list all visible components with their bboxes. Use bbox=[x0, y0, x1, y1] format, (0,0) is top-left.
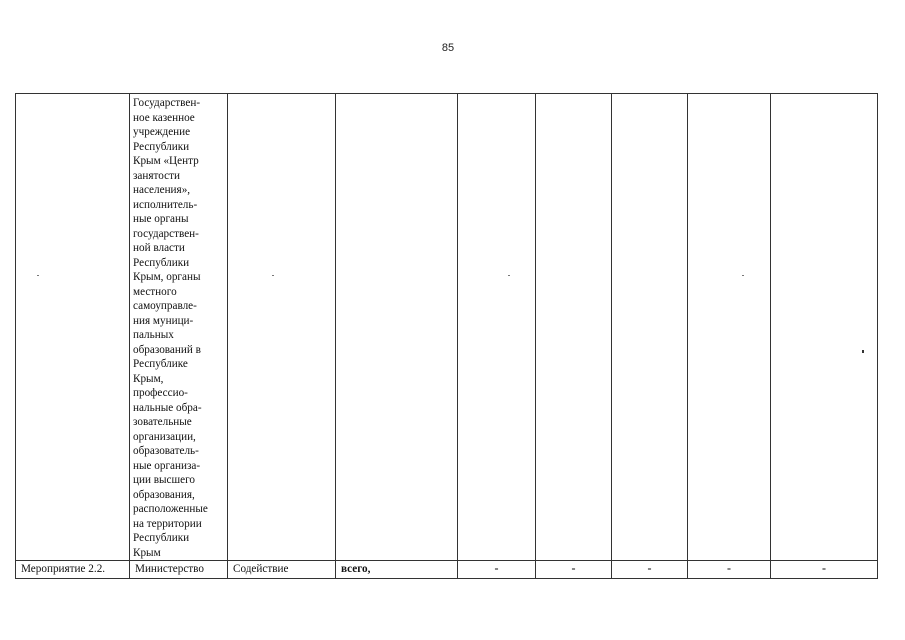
page-number: 85 bbox=[441, 42, 455, 54]
event-description-cell bbox=[228, 561, 336, 579]
table-row bbox=[16, 561, 878, 579]
value-dash: - bbox=[727, 561, 731, 575]
value-dash: - bbox=[822, 561, 826, 575]
responsible-executor-cell bbox=[130, 94, 228, 561]
table-row bbox=[16, 94, 878, 561]
value-cell bbox=[771, 561, 878, 579]
value-dash: - bbox=[571, 561, 576, 575]
value-cell bbox=[458, 94, 536, 561]
value-cell bbox=[536, 94, 612, 561]
event-name: Мероприятие 2.2. bbox=[21, 563, 106, 575]
event-name-cell bbox=[16, 94, 130, 561]
value-dash: - bbox=[494, 561, 499, 575]
value-cell bbox=[771, 94, 878, 561]
value-cell bbox=[458, 561, 536, 579]
value-cell bbox=[688, 94, 771, 561]
scan-speck bbox=[742, 275, 744, 276]
scan-speck bbox=[508, 275, 510, 276]
scan-speck bbox=[37, 275, 39, 276]
value-dash: - bbox=[647, 561, 652, 575]
event-description: Содействие bbox=[233, 563, 289, 575]
funding-source-cell bbox=[336, 561, 458, 579]
funding-source: всего, bbox=[341, 563, 371, 575]
scan-speck bbox=[272, 275, 274, 276]
responsible-executor-text: Государствен- ное казенное учреждение Республики Крым «Центр занятости населения», исполнитель- ные органы государствен- ной власти Республики Крым, органы местного самоуправле- ния муници- пальных образований в Республике Крым, профессио- нальные обра- зовательные организации, образователь- ные организа- ции высшего образования, расположенные на территории Республики Крым bbox=[133, 97, 208, 559]
value-cell bbox=[612, 561, 688, 579]
responsible-executor-cell bbox=[130, 561, 228, 579]
value-cell bbox=[688, 561, 771, 579]
event-description-cell bbox=[228, 94, 336, 561]
responsible-executor: Министерство bbox=[135, 563, 204, 575]
value-cell bbox=[536, 561, 612, 579]
event-name-cell bbox=[16, 561, 130, 579]
funding-source-cell bbox=[336, 94, 458, 561]
value-cell bbox=[612, 94, 688, 561]
scan-speck bbox=[862, 350, 864, 353]
program-events-table bbox=[15, 93, 878, 579]
